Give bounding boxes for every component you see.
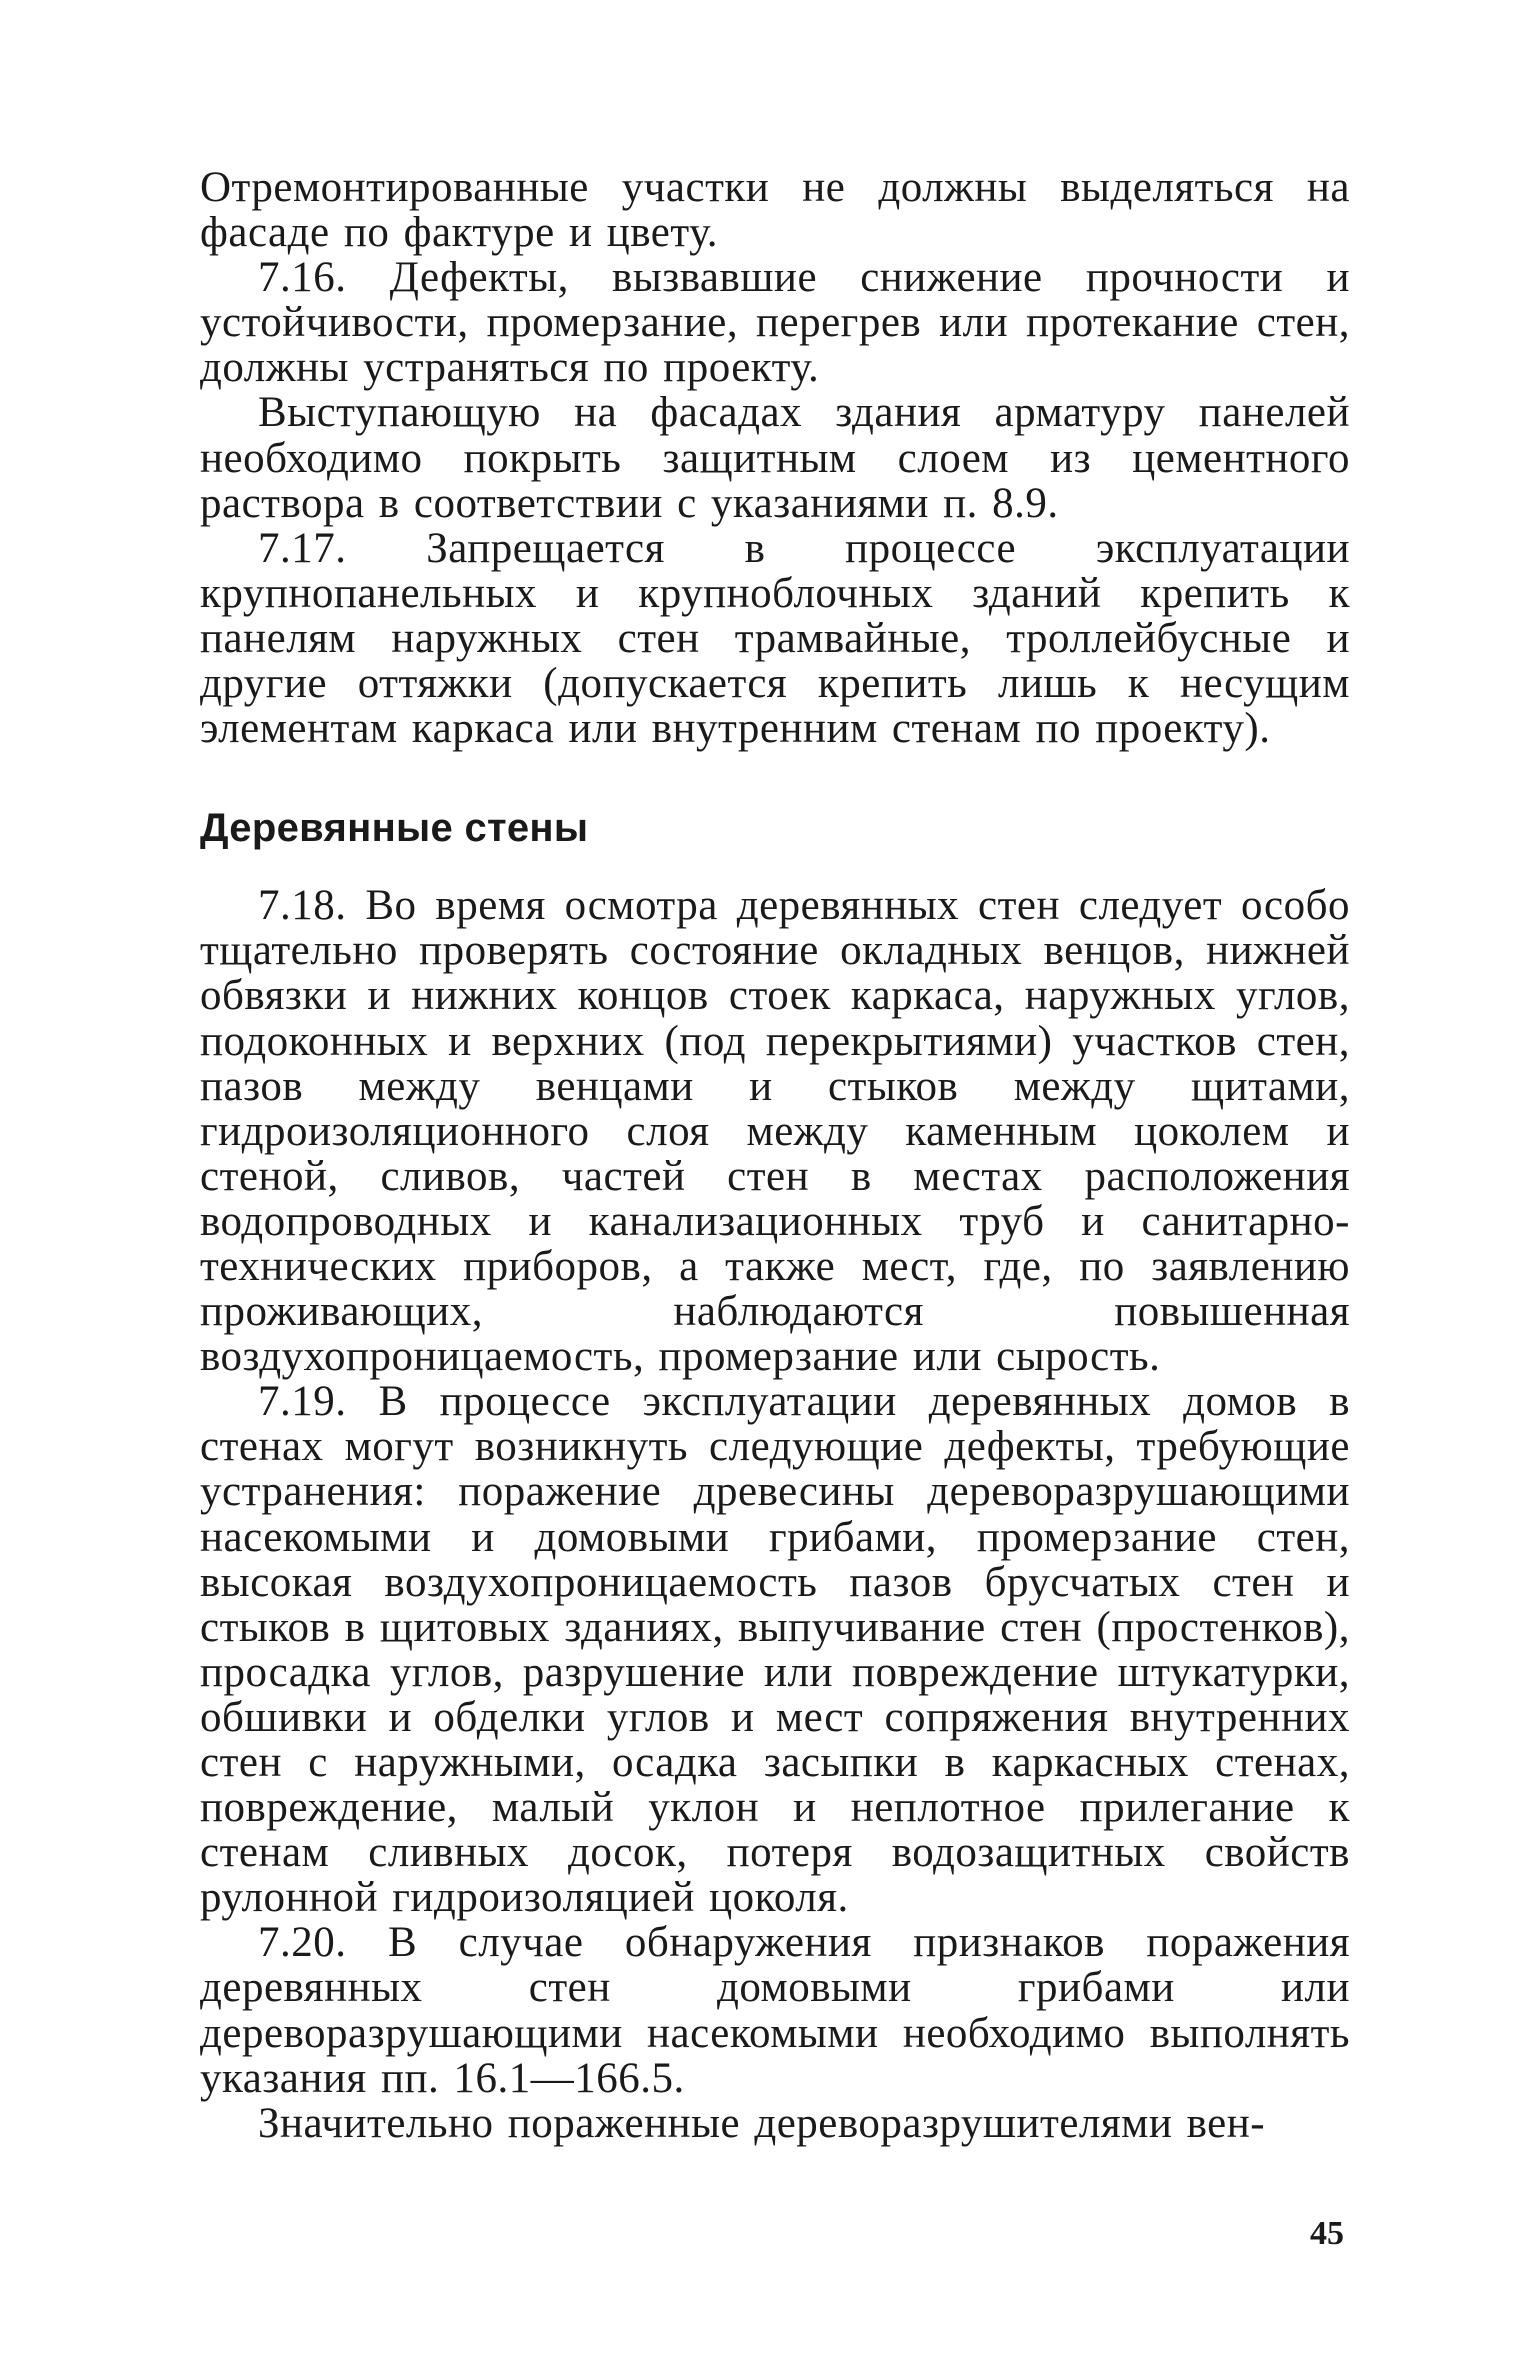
page-number: 45: [1310, 2215, 1344, 2252]
paragraph-7-16: 7.16. Дефекты, вызвавшие снижение прочности и устойчивости, промерзание, перегрев или протекание стен, должны устраняться по проекту.: [200, 254, 1350, 392]
paragraph-7-17: 7.17. Запрещается в процессе эксплуатации крупнопанельных и крупноблочных зданий крепить к панелям наружных стен трамвайные, троллейбусные и другие оттяжки (допускается крепить лишь к несущим элементам каркаса или внутренним стенам по проекту).: [200, 524, 1350, 753]
paragraph-7-18: 7.18. Во время осмотра деревянных стен следует особо тщательно проверять состояние окладных венцов, нижней обвязки и нижних концов стоек каркаса, наружных углов, подоконных и верхних (под перекрытиями) участков стен, пазов между венцами и стыков между щитами, гидроизоляционного слоя между каменным цоколем и стеной, сливов, частей стен в местах расположения водопроводных и канализационных труб и санитарно-технических приборов, а также мест, где, по заявлению проживающих, наблюдаются повышенная воздухопроницаемость, промерзание или сырость.: [200, 882, 1350, 1381]
paragraph-continuation: Значительно пораженные дереворазрушителями вен-: [258, 2099, 1266, 2147]
paragraph-7-20: 7.20. В случае обнаружения признаков поражения деревянных стен домовыми грибами или дереворазрушающими насекомыми необходимо выполнять указания пп. 16.1—166.5.: [200, 1919, 1350, 2102]
paragraph-reinforcement: Выступающую на фасадах здания арматуру панелей необходимо покрыть защитным слоем из цементного раствора в соответствии с указаниями п. 8.9.: [200, 389, 1350, 527]
page-body: [200, 165, 1350, 2146]
section-heading-wooden-walls: Деревянные стены: [200, 806, 589, 851]
paragraph-repaired-areas: Отремонтированные участки не должны выделяться на фасаде по фактуре и цвету.: [200, 164, 1350, 257]
paragraph-7-19: 7.19. В процессе эксплуатации деревянных домов в стенах могут возникнуть следующие дефекты, требующие устранения: поражение древесины дереворазрушающими насекомыми и домовыми грибами, промерзание стен, высокая воздухопроницаемость пазов брусчатых стен и стыков в щитовых зданиях, выпучивание стен (простенков), просадка углов, разрушение или повреждение штукатурки, обшивки и обделки углов и мест сопряжения внутренних стен с наружными, осадка засыпки в каркасных стенах, повреждение, малый уклон и неплотное прилегание к стенам сливных досок, потеря водозащитных свойств рулонной гидроизоляцией цоколя.: [200, 1378, 1350, 1922]
